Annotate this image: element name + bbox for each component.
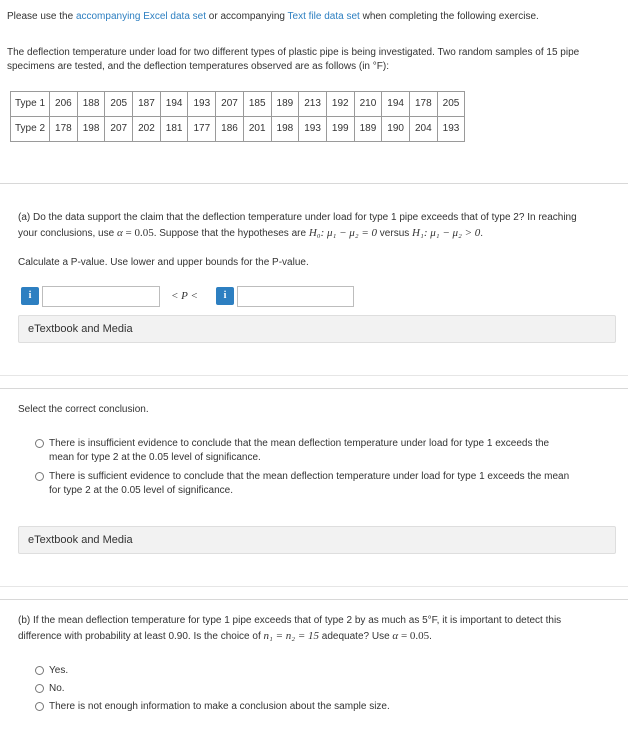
table-cell: 204 [409,117,437,142]
option-line: for type 2 at the 0.05 level of significance. [49,485,233,496]
null-hypothesis: H₀: μ₁ − μ₂ = 0 [308,227,378,239]
table-cell: 193 [299,117,327,142]
table-cell: 189 [271,92,299,117]
radio-button[interactable] [35,439,44,448]
option-line: There is sufficient evidence to conclude that the mean deflection temperature under load for type 1 exceeds the mean [49,471,570,482]
option-label: There is not enough information to make a conclusion about the sample size. [49,701,390,712]
alternative-hypothesis: H₁: μ₁ − μ₂ > 0 [412,227,481,239]
etextbook-media-button[interactable] [18,526,616,554]
table-cell: 188 [77,92,105,117]
table-cell: 194 [160,92,188,117]
part-a-question-line-1: (a) Do the data support the claim that the deflection temperature under load for type 1 pipe exceeds that of type 2? In reaching [18,212,577,223]
table-cell: 213 [299,92,327,117]
sample-size-equation: n₁ = n₂ = 15 [263,630,320,642]
etextbook-label: eTextbook and Media [28,322,133,335]
table-cell: 178 [409,92,437,117]
alpha-symbol: α [392,630,399,642]
conclusion-option-sufficient[interactable] [35,470,569,498]
table-cell: 207 [105,117,133,142]
conclusion-option-insufficient[interactable] [35,437,549,465]
text-span: . Suppose that the hypotheses are [153,228,309,239]
conclusion-prompt: Select the correct conclusion. [18,404,149,415]
text-span: . [480,228,484,239]
table-cell: 198 [77,117,105,142]
info-icon[interactable]: i [21,287,39,305]
table-row [11,92,465,117]
table-cell: 207 [216,92,244,117]
part-b-option-yes[interactable] [35,664,68,678]
part-b-question-line-1: (b) If the mean deflection temperature for type 1 pipe exceeds that of type 2 by as much as 5°F, it is important to detect this [18,615,562,626]
section-divider [0,388,628,389]
option-label: No. [49,683,65,694]
alpha-symbol: α [116,227,123,239]
problem-line-2: specimens are tested, and the deflection temperatures observed are as follows (in °F): [7,61,389,72]
intro-prefix: Please use the [7,11,76,22]
part-b-option-not-enough-info[interactable] [35,700,390,714]
table-cell: 185 [243,92,271,117]
table-cell: 194 [382,92,410,117]
section-divider [0,375,628,376]
option-label [49,470,569,498]
table-cell: 178 [50,117,78,142]
part-b-question-line-2 [18,629,432,644]
intro-suffix: when completing the following exercise. [359,11,539,22]
intro-middle: or accompanying [206,11,288,22]
text-file-data-link[interactable]: Text file data set [287,11,360,22]
table-cell: 186 [216,117,244,142]
table-cell: 202 [133,117,161,142]
alpha-value: = 0.05 [122,227,154,239]
p-value-lower-input[interactable] [42,286,160,307]
excel-data-link[interactable]: accompanying Excel data set [75,11,207,22]
p-value-upper-input[interactable] [237,286,354,307]
etextbook-label: eTextbook and Media [28,533,133,546]
info-icon[interactable]: i [216,287,234,305]
table-cell: 193 [437,117,465,142]
radio-button[interactable] [35,684,44,693]
part-a-instruction: Calculate a P-value. Use lower and upper bounds for the P-value. [18,257,309,268]
text-span: . [429,631,432,642]
option-line: There is insufficient evidence to conclude that the mean deflection temperature under load for type 1 exceeds the [49,438,550,449]
row-label: Type 2 [11,117,50,142]
table-cell: 206 [50,92,78,117]
table-cell: 181 [160,117,188,142]
table-cell: 177 [188,117,216,142]
section-divider [0,599,628,600]
radio-button[interactable] [35,472,44,481]
table-cell: 199 [326,117,354,142]
option-label: Yes. [49,665,69,676]
radio-button[interactable] [35,702,44,711]
table-cell: 190 [382,117,410,142]
radio-button[interactable] [35,666,44,675]
table-cell: 201 [243,117,271,142]
part-b-option-no[interactable] [35,682,65,696]
table-cell: 205 [105,92,133,117]
table-row [11,117,465,142]
deflection-data-table [10,91,465,142]
text-span: your conclusions, use [18,228,117,239]
p-between-symbol: < P < [171,290,198,302]
option-line: mean for type 2 at the 0.05 level of significance. [49,452,261,463]
intro-text [7,10,539,24]
table-cell: 205 [437,92,465,117]
section-divider [0,586,628,587]
table-cell: 189 [354,117,382,142]
table-cell: 187 [133,92,161,117]
option-label [49,437,549,465]
table-cell: 210 [354,92,382,117]
text-span: versus [377,228,413,239]
table-cell: 193 [188,92,216,117]
text-span: difference with probability at least 0.90. Is the choice of [18,631,264,642]
text-span: adequate? Use [319,631,393,642]
section-divider [0,183,628,184]
problem-line-1: The deflection temperature under load for two different types of plastic pipe is being investigated. Two random samples of 15 pipe [7,47,580,58]
alpha-value: = 0.05 [398,630,430,642]
table-cell: 198 [271,117,299,142]
etextbook-media-button[interactable] [18,315,616,343]
part-a-question-line-2 [18,226,483,241]
table-cell: 192 [326,92,354,117]
row-label: Type 1 [11,92,50,117]
